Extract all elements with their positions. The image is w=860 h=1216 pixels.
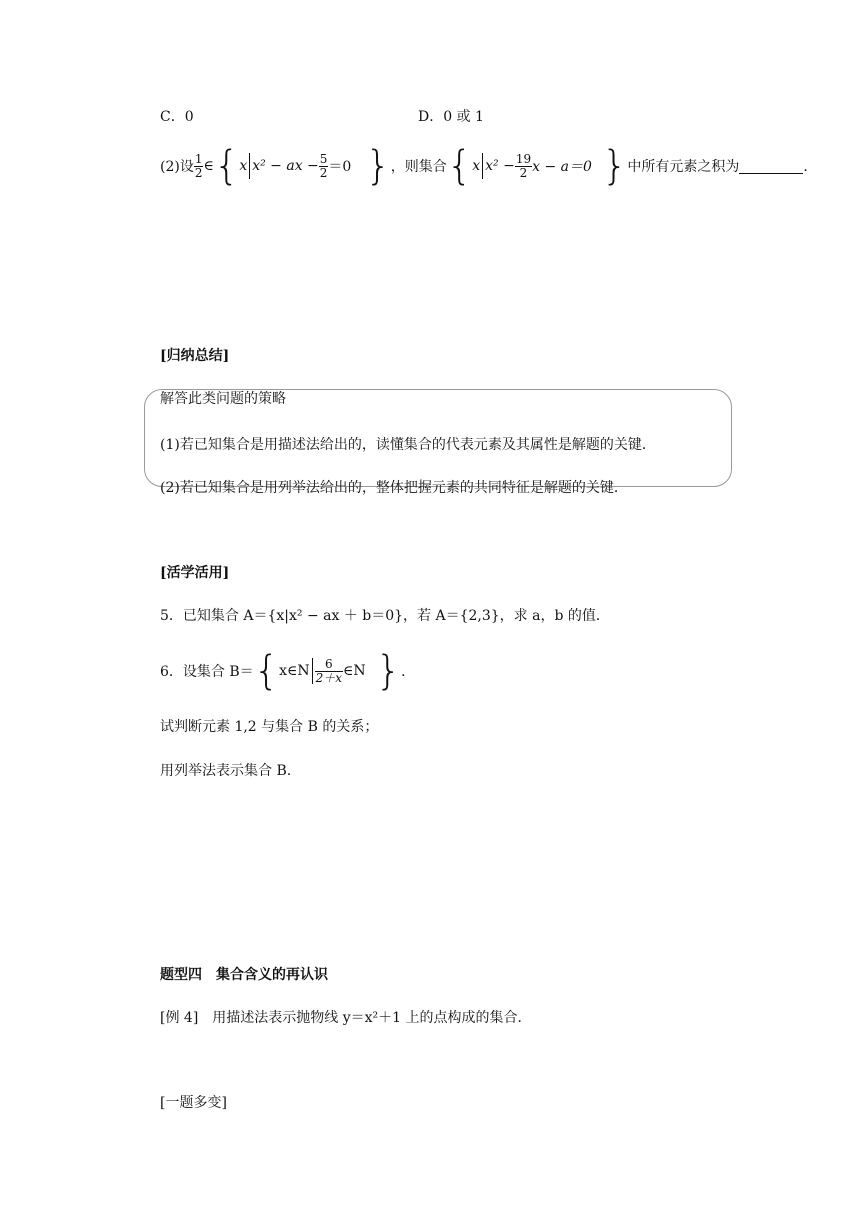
q6-cond: ∈N — [343, 663, 366, 679]
q2-set1-open-brace: { — [213, 143, 240, 189]
question-5: 5．已知集合 A＝{x|x² − ax ＋ b＝0}，若 A＝{2,3}，求 a，b 的值． — [160, 608, 610, 624]
variant-heading: [一题多变] — [160, 1095, 227, 1111]
q2-mid-text: ，则集合 — [390, 159, 447, 175]
q2-set1-expr: x² − ax − — [252, 158, 319, 174]
q2-half-num: 1 — [194, 151, 203, 166]
q2-half-fraction — [194, 153, 204, 179]
q6-close-brace: } — [375, 648, 402, 694]
q6-open-brace: { — [253, 648, 280, 694]
q2-set2-frac-den: 2 — [519, 165, 528, 180]
summary-item-1: (1)若已知集合是用描述法给出的，读懂集合的代表元素及其属性是解题的关键． — [160, 437, 656, 453]
q2-suffix: 中所有元素之积为 — [627, 159, 740, 175]
option-c: C．0 — [160, 109, 194, 125]
q6-fraction — [315, 658, 343, 684]
q6-line-2: 用列举法表示集合 B. — [160, 763, 292, 779]
q2-set2-open-brace: { — [446, 143, 473, 189]
answer-blank[interactable] — [739, 159, 803, 174]
q2-set1-fraction — [319, 153, 329, 179]
q2-set1-var: x — [239, 158, 248, 174]
section-4-heading: 题型四 集合含义的再认识 — [160, 967, 328, 983]
option-d: D．0 或 1 — [418, 109, 484, 125]
q2-set1-frac-num: 5 — [319, 151, 328, 166]
q2-set2-close-brace: } — [601, 143, 628, 189]
q6-prefix: 6．设集合 B＝ — [160, 664, 254, 680]
q2-set1-eq: ＝0 — [328, 159, 352, 175]
q2-set1-bar — [249, 153, 250, 179]
q2-prefix: (2)设 — [160, 159, 194, 175]
q2-set1-frac-den: 2 — [319, 165, 328, 180]
q6-line-1: 试判断元素 1,2 与集合 B 的关系； — [160, 719, 379, 735]
q2-set2-var: x — [472, 158, 481, 174]
question-6 — [160, 646, 415, 696]
practice-heading: [活学活用] — [160, 565, 230, 581]
q6-frac-num: 6 — [315, 658, 343, 672]
q6-var: x∈N — [279, 663, 310, 679]
q6-end: ． — [401, 664, 416, 680]
q6-bar — [312, 658, 313, 684]
summary-heading: [归纳总结] — [160, 348, 230, 364]
q2-in-symbol: ∈ — [203, 158, 214, 174]
q2-end: ． — [803, 159, 818, 175]
q2-set2-expr-b: x − a＝0 — [532, 159, 592, 175]
q2-set2-bar — [482, 153, 483, 179]
q2-half-den: 2 — [194, 165, 203, 180]
q6-frac-den: 2＋x — [315, 670, 343, 685]
summary-title: 解答此类问题的策略 — [160, 391, 286, 407]
q2-set2-fraction — [515, 153, 532, 179]
q2-set2-frac-num: 19 — [515, 151, 532, 166]
question-2 — [160, 142, 817, 190]
example-4: [例 4] 用描述法表示抛物线 y＝x²＋1 上的点构成的集合． — [160, 1010, 532, 1026]
q2-set1-close-brace: } — [365, 143, 391, 189]
summary-item-2: (2)若已知集合是用列举法给出的，整体把握元素的共同特征是解题的关键． — [160, 480, 628, 496]
q2-set2-expr-a: x² − — [485, 158, 515, 174]
